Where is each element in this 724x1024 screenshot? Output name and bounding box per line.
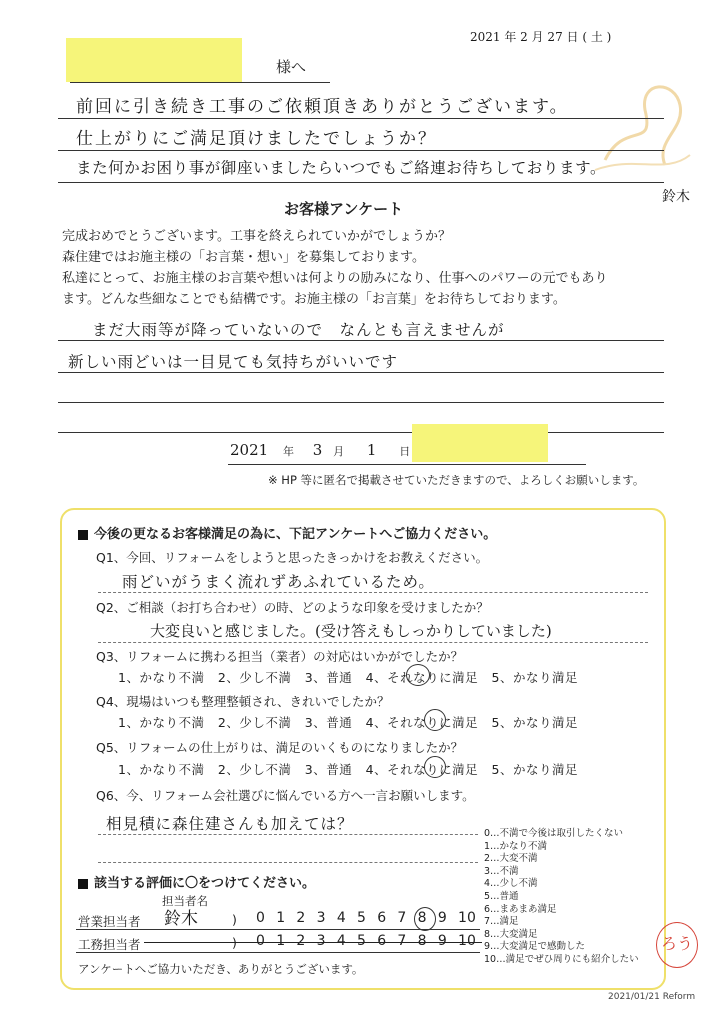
- q1-answer: 雨どいがうまく流れずあふれているため。: [122, 573, 435, 591]
- answer-rule: [98, 592, 648, 593]
- comment-line-1: まだ大雨等が降っていないので なんとも言えませんが: [92, 321, 505, 339]
- scale-legend-item: 0…不満で今後は取引したくない: [484, 828, 624, 839]
- letter-signature: 鈴木: [662, 189, 690, 205]
- square-bullet-icon: [78, 879, 88, 889]
- scale-legend-item: 10…満足でぜひ周りにも紹介したい: [484, 953, 639, 965]
- rating-number: 3: [316, 933, 326, 949]
- reply-year: 2021: [230, 441, 269, 459]
- letter-line-3: また何かお困り事が御座いましたらいつでもご絡連お待ちしております。: [76, 159, 607, 177]
- option-1: 1、かなり不満: [118, 670, 205, 685]
- rating-number: 1: [276, 910, 286, 926]
- rating-number: 9: [437, 933, 447, 949]
- works-label: 工務担当者: [78, 937, 141, 952]
- option-4: 4、それなりに満足: [365, 715, 479, 730]
- sales-name: 鈴木: [164, 909, 198, 929]
- staff-name-label: 担当者名: [162, 894, 208, 908]
- option-3: 3、普通: [304, 762, 353, 777]
- comment-rule: [58, 372, 664, 373]
- square-bullet-icon: [78, 530, 88, 540]
- comment-rule: [58, 340, 664, 341]
- questionnaire-header: [78, 523, 496, 542]
- option-1: 1、かなり不満: [118, 715, 205, 730]
- letter-line-2: 仕上がりにご満足頂けましたでしょうか？: [76, 129, 437, 149]
- answer-rule: [98, 862, 478, 863]
- sales-rating-selected-mark: [414, 907, 436, 931]
- reply-day: 1: [366, 441, 377, 459]
- rating-number: 2: [296, 910, 306, 926]
- q4-question: Q4、現場はいつも整理整頓され、きれいでしたか？: [96, 694, 390, 709]
- comment-rule: [58, 432, 664, 433]
- questionnaire-header-text: 今後の更なるお客様満足の為に、下記アンケートへご協力ください。: [94, 527, 497, 542]
- q4-selected-mark: [424, 709, 446, 731]
- intro-line: ます。どんな些細なことでも結構です。お施主様の「お言葉」をお待ちしております。: [62, 292, 566, 307]
- rating-number: 0: [256, 910, 265, 926]
- scale-legend-item: 4…少し不満: [484, 878, 538, 890]
- letter-line-1: 前回に引き続き工事のご依頼頂きありがとうございます。: [76, 97, 569, 117]
- q1-question: Q1、今回、リフォームをしようと思ったきっかけをお教えください。: [96, 550, 489, 565]
- q4-options: [118, 713, 578, 731]
- letter-rule: [58, 150, 664, 151]
- thanks-text: アンケートへご協力いただき、ありがとうございます。: [78, 962, 364, 976]
- reply-date-underline: [228, 464, 586, 465]
- addressee-underline: [70, 82, 330, 83]
- works-underline: [76, 952, 480, 953]
- reply-year-unit: 年: [282, 445, 294, 458]
- rating-number: 0: [256, 933, 265, 949]
- scale-legend-item: 1…かなり不満: [484, 840, 548, 852]
- q3-options: [118, 668, 578, 686]
- rating-number: 3: [316, 910, 326, 926]
- survey-title: お客様アンケート: [284, 200, 404, 218]
- works-strikethrough: [144, 942, 482, 943]
- reply-month: 3: [312, 441, 323, 459]
- q5-options: [118, 760, 578, 778]
- intro-text: [62, 226, 682, 310]
- q5-question: Q5、リフォームの仕上がりは、満足のいくものになりましたか？: [96, 740, 464, 755]
- option-3: 3、普通: [304, 715, 353, 730]
- rating-number: 6: [377, 933, 387, 949]
- q6-answer: 相見積に森住建さんも加えては？: [106, 815, 354, 833]
- option-2: 2、少し不満: [217, 715, 292, 730]
- answer-rule: [98, 834, 478, 835]
- rating-number: 8: [417, 933, 427, 949]
- scale-legend-item: 3…不満: [484, 865, 519, 877]
- q6-question: Q6、今、リフォーム会社選びに悩んでいる方へ一言お願いします。: [96, 788, 475, 803]
- rating-number: 8: [417, 910, 427, 926]
- form-version: 2021/01/21 Reform: [608, 992, 696, 1002]
- signature-redaction: [412, 424, 548, 462]
- rating-number: 5: [357, 910, 366, 926]
- rating-number: 4: [336, 933, 346, 949]
- reply-day-unit: 日: [399, 445, 411, 458]
- anonymity-note: ※ HP 等に匿名で掲載させていただきますので、よろしくお願いします。: [268, 473, 645, 487]
- option-2: 2、少し不満: [217, 670, 292, 685]
- q2-question: Q2、ご相談（お打ち合わせ）の時、どのような印象を受けましたか？: [96, 600, 489, 615]
- addressee-redaction: [66, 38, 242, 82]
- rating-number: 2: [296, 933, 306, 949]
- sales-label: 営業担当者: [78, 914, 141, 929]
- scale-legend-item: 5…普通: [484, 890, 519, 902]
- addressee-suffix: 様へ: [276, 58, 307, 76]
- scale-legend-item: 8…大変満足: [484, 928, 538, 940]
- sales-underline: [76, 929, 480, 930]
- rating-number: 1: [276, 933, 286, 949]
- scale-legend-item: 6…まあまあ満足: [484, 903, 557, 915]
- intro-line: 私達にとって、お施主様のお言葉や想いは何よりの励みになり、仕事へのパワーの元でもあり: [62, 271, 608, 286]
- answer-rule: [98, 642, 648, 643]
- scale-legend-item: 2…大変不満: [484, 853, 538, 865]
- rating-number: 10: [458, 933, 476, 949]
- option-5: 5、かなり満足: [491, 715, 578, 730]
- option-5: 5、かなり満足: [491, 670, 578, 685]
- option-2: 2、少し不満: [217, 762, 292, 777]
- scale-legend: [484, 828, 639, 967]
- q3-question: Q3、リフォームに携わる担当（業者）の対応はいかがでしたか？: [96, 649, 464, 664]
- letter-date: 2021 年 2 月 27 日 ( 土 ): [470, 30, 612, 44]
- option-1: 1、かなり不満: [118, 762, 205, 777]
- q2-answer: 大変良いと感じました。(受け答えもしっかりしていました): [150, 622, 552, 640]
- scale-legend-item: 9…大変満足で感動した: [484, 941, 586, 953]
- rating-number: 4: [336, 910, 346, 926]
- option-4: 4、それなりに満足: [365, 670, 479, 685]
- rating-number: 10: [458, 910, 476, 926]
- letter-rule: [58, 182, 664, 183]
- rating-number: 5: [357, 933, 366, 949]
- intro-line: 完成おめでとうございます。工事を終えられていかがでしょうか？: [62, 229, 451, 244]
- option-4: 4、それなりに満足: [365, 762, 479, 777]
- option-5: 5、かなり満足: [491, 762, 578, 777]
- rating-number: 6: [377, 910, 387, 926]
- rating-header: [78, 872, 315, 891]
- reply-month-unit: 月: [333, 445, 345, 458]
- intro-line: 森住建ではお施主様の「お言葉・想い」を募集しております。: [62, 250, 425, 265]
- option-3: 3、普通: [304, 670, 353, 685]
- works-rating-scale: [256, 933, 476, 949]
- red-handwritten-mark: ろう: [656, 922, 698, 968]
- letter-rule: [58, 118, 664, 119]
- q3-selected-mark: [406, 664, 430, 686]
- rating-number: 9: [437, 910, 447, 926]
- q5-selected-mark: [424, 756, 446, 778]
- works-paren: ): [232, 935, 237, 950]
- comment-line-2: 新しい雨どいは一目見ても気持ちがいいです: [68, 353, 399, 371]
- rating-number: 7: [397, 910, 407, 926]
- sales-rating-scale: [256, 910, 476, 926]
- rating-header-text: 該当する評価に〇をつけてください。: [94, 876, 316, 891]
- scale-legend-item: 7…満足: [484, 916, 519, 928]
- rating-number: 7: [397, 933, 407, 949]
- sales-paren: ): [232, 912, 237, 927]
- comment-rule: [58, 402, 664, 403]
- reply-date: [230, 441, 410, 459]
